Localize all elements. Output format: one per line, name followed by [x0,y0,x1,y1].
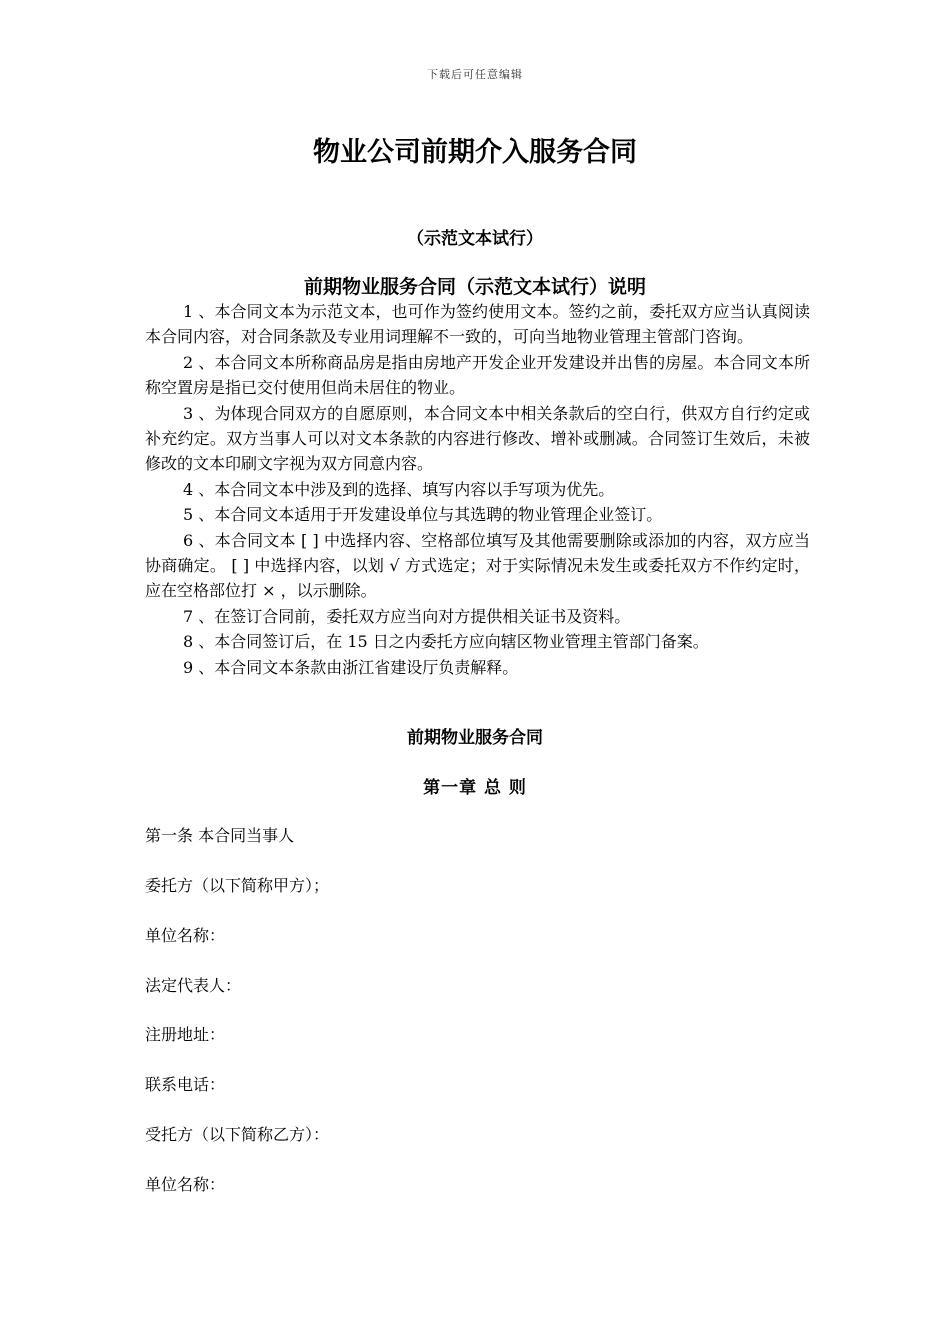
intro-item-8: 8 、本合同签订后，在 15 日之内委托方应向辖区物业管理主管部门备案。 [183,632,709,652]
intro-item-5: 5 、本合同文本适用于开发建设单位与其选聘的物业管理企业签订。 [183,505,663,525]
intro-section [145,299,810,680]
intro-item-4: 4 、本合同文本中涉及到的选择、填写内容以手写项为优先。 [183,479,615,499]
intro-title: 前期物业服务合同（示范文本试行）说明 [303,276,646,298]
intro-item-9: 9 、本合同文本条款由浙江省建设厅负责解释。 [183,657,519,677]
party-b-label: 受托方（以下简称乙方）： [145,1125,330,1144]
party-a-address-field: 注册地址： [145,1025,226,1044]
intro-item-2: 2 、本合同文本所称商品房是指由房地产开发企业开发建设并出售的房屋。本合同文本所称空置房是指已交付使用但尚未居住的物业。 [145,352,810,398]
article-1-heading: 第一条 本合同当事人 [145,826,295,845]
intro-item-3: 3 、为体现合同双方的自愿原则，本合同文本中相关条款后的空白行，供双方自行约定或补充约定。双方当事人可以对文本条款的内容进行修改、增补或删减。合同签订生效后，未被修改的文本印刷文字视为双方同意内容。 [145,403,810,474]
document-title: 物业公司前期介入服务合同 [313,137,637,168]
party-b-name-field: 单位名称： [145,1175,226,1194]
header-note: 下载后可任意编辑 [427,68,523,81]
intro-item-7: 7 、在签订合同前，委托双方应当向对方提供相关证书及资料。 [183,606,631,626]
party-a-phone-field: 联系电话： [145,1075,226,1094]
party-a-label: 委托方（以下简称甲方）； [145,876,330,895]
intro-item-1: 1 、本合同文本为示范文本，也可作为签约使用文本。签约之前，委托双方应当认真阅读本合同内容，对合同条款及专业用词理解不一致的，可向当地物业管理主管部门咨询。 [145,302,810,347]
contract-title: 前期物业服务合同 [407,728,543,748]
document-subtitle: （示范文本试行） [407,229,543,249]
intro-item-6: 6 、本合同文本 [ ] 中选择内容、空格部位填写及其他需要删除或添加的内容，双方应当协商确定。 [ ] 中选择内容，以划 √ 方式选定；对于实际情况未发生或委托双方不作约定时，应在空格部位打 × ，以示删除。 [145,530,810,601]
party-a-name-field: 单位名称： [145,926,226,945]
chapter-title: 第一章 总 则 [423,778,527,798]
party-a-legal-rep-field: 法定代表人： [145,976,242,995]
